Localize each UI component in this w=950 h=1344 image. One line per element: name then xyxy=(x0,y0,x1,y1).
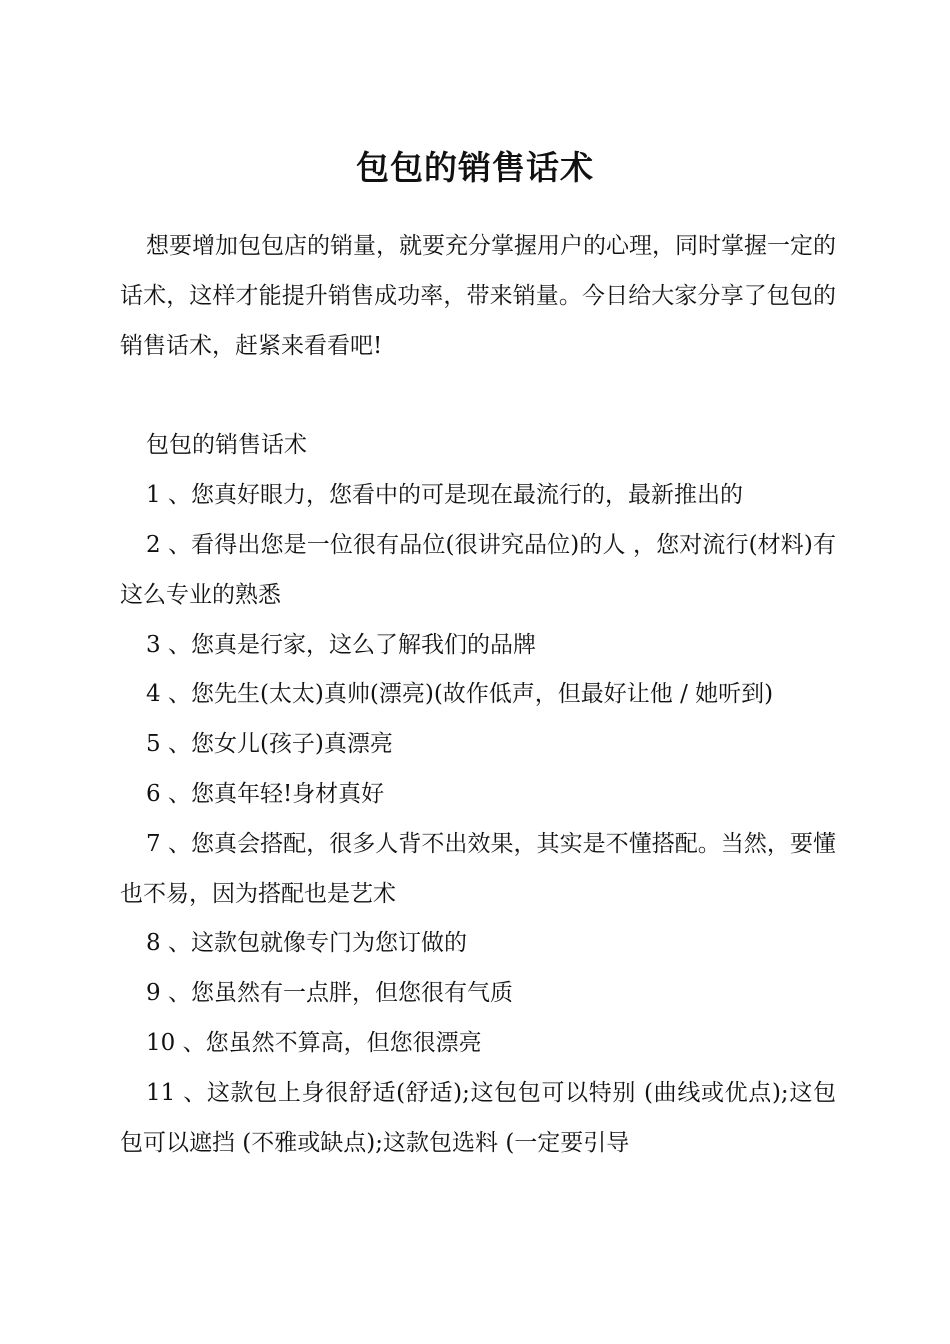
list-item: 4 、您先生(太太)真帅(漂亮)(故作低声，但最好让他 / 她听到) xyxy=(146,681,774,708)
list-item: 6 、您真年轻!身材真好 xyxy=(146,780,385,807)
list-item: 2 、看得出您是一位很有品位(很讲究品位)的人 ，您对流行(材料)有这么专业的熟悉 xyxy=(120,531,836,608)
list-item: 9 、您虽然有一点胖，但您很有气质 xyxy=(146,980,513,1007)
list-item: 5 、您女儿(孩子)真漂亮 xyxy=(146,731,393,758)
list-item: 3 、您真是行家，这么了解我们的品牌 xyxy=(146,631,536,658)
list-item: 8 、这款包就像专门为您订做的 xyxy=(146,930,467,957)
paragraph-spacer xyxy=(120,371,836,421)
intro-paragraph: 想要增加包包店的销量，就要充分掌握用户的心理，同时掌握一定的话术，这样才能提升销售成功率，带来销量。今日给大家分享了包包的销售话术，赶紧来看看吧! xyxy=(120,233,836,359)
document-body xyxy=(120,222,836,1168)
list-item: 1 、您真好眼力，您看中的可是现在最流行的，最新推出的 xyxy=(146,482,743,509)
list-item: 7 、您真会搭配，很多人背不出效果，其实是不懂搭配。当然，要懂也不易，因为搭配也是艺术 xyxy=(120,830,836,907)
section-heading: 包包的销售话术 xyxy=(146,432,307,459)
list-item: 10 、您虽然不算高，但您很漂亮 xyxy=(146,1029,482,1056)
page-title: 包包的销售话术 xyxy=(356,148,594,187)
list-item: 11 、这款包上身很舒适(舒适);这包包可以特别 (曲线或优点);这包包可以遮挡 (不雅或缺点);这款包选料 (一定要引导 xyxy=(120,1079,836,1156)
